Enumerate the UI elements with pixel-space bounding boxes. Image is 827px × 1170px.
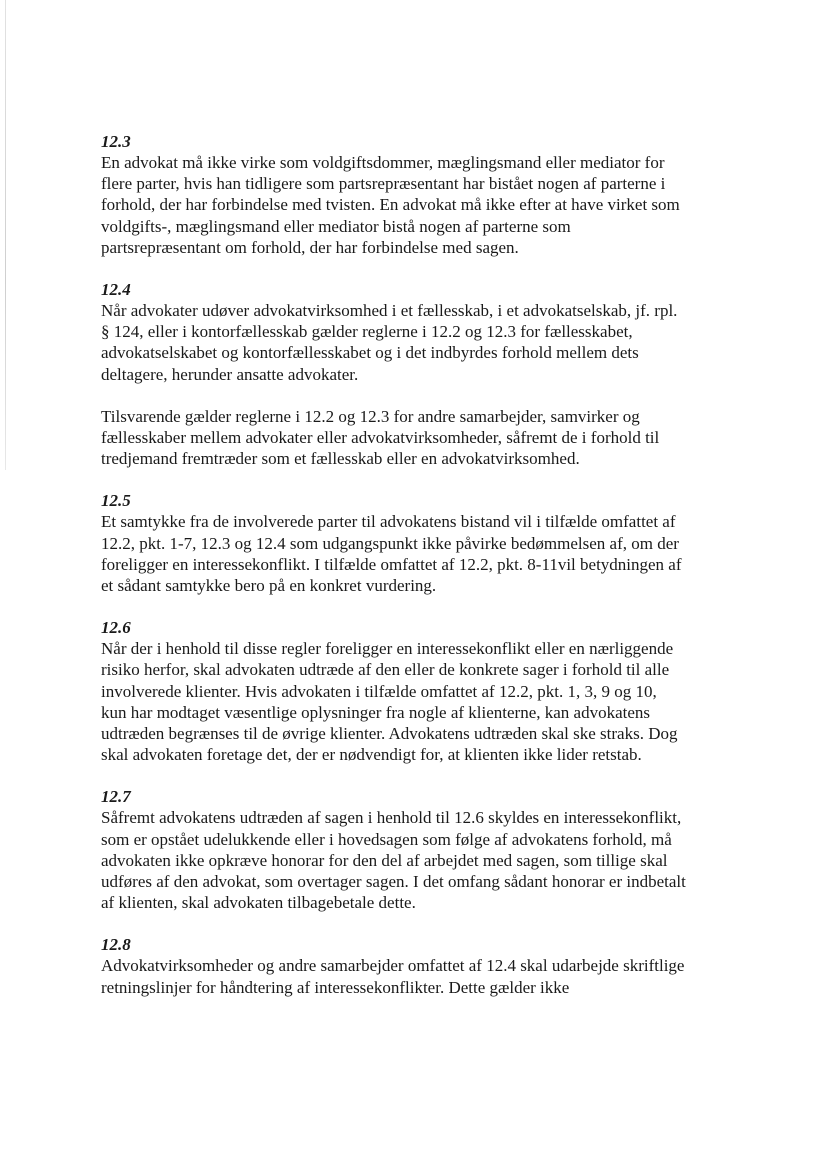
section-12-4	[101, 279, 761, 469]
text-line: skal advokaten foretage det, der er nødvendigt for, at klienten ikke lider retstab.	[101, 745, 642, 765]
text-line: forhold, der har forbindelse med tvisten. En advokat må ikke efter at have virket som	[101, 195, 680, 215]
text-line: flere parter, hvis han tidligere som partsrepræsentant har bistået nogen af parterne i	[101, 174, 666, 194]
paragraph	[101, 152, 761, 258]
section-heading: 12.6	[101, 618, 131, 638]
text-line: Når der i henhold til disse regler foreligger en interessekonflikt eller en nærliggende	[101, 639, 674, 659]
text-line: Advokatvirksomheder og andre samarbejder omfattet af 12.4 skal udarbejde skriftlige	[101, 956, 685, 976]
section-12-3	[101, 131, 761, 258]
text-line: advokatselskabet og kontorfællesskabet og i det indbyrdes forhold mellem dets	[101, 343, 639, 363]
section-heading: 12.3	[101, 132, 131, 151]
document-page	[101, 131, 761, 1019]
text-line: retningslinjer for håndtering af interessekonflikter. Dette gælder ikke	[101, 977, 570, 997]
text-line: af klienten, skal advokaten tilbagebetale dette.	[101, 893, 416, 913]
section-12-8	[101, 934, 761, 997]
text-line: risiko herfor, skal advokaten udtræde af den eller de konkrete sager i forhold til alle	[101, 660, 670, 680]
text-line: En advokat må ikke virke som voldgiftsdommer, mæglingsmand eller mediator for	[101, 153, 665, 172]
text-line: Tilsvarende gælder reglerne i 12.2 og 12.3 for andre samarbejder, samvirker og	[101, 406, 640, 426]
text-line: som er opstået udelukkende eller i hovedsagen som følge af advokatens forhold, må	[101, 829, 672, 849]
section-12-7	[101, 786, 761, 913]
paragraph	[101, 955, 761, 997]
text-line: Såfremt advokatens udtræden af sagen i henhold til 12.6 skyldes en interessekonflikt,	[101, 808, 682, 828]
text-line: udtræden begrænses til de øvrige klienter. Advokatens udtræden skal ske straks. Dog	[101, 724, 678, 744]
section-12-6	[101, 617, 761, 765]
section-heading: 12.5	[101, 491, 131, 511]
text-line: fællesskaber mellem advokater eller advokatvirksomheder, såfremt de i forhold til	[101, 428, 660, 448]
text-line: udføres af den advokat, som overtager sagen. I det omfang sådant honorar er indbetalt	[101, 872, 686, 892]
text-line: voldgifts-, mæglingsmand eller mediator bistå nogen af parterne som	[101, 216, 571, 236]
paragraph	[101, 638, 761, 765]
text-line: et sådant samtykke bero på en konkret vurdering.	[101, 576, 437, 596]
paragraph	[101, 300, 761, 385]
text-line: Et samtykke fra de involverede parter til advokatens bistand vil i tilfælde omfattet af	[101, 512, 676, 532]
section-heading: 12.4	[101, 280, 131, 300]
text-line: partsrepræsentant om forhold, der har forbindelse med sagen.	[101, 237, 519, 257]
section-heading: 12.8	[101, 935, 131, 955]
text-line: § 124, eller i kontorfællesskab gælder reglerne i 12.2 og 12.3 for fællesskabet,	[101, 322, 633, 342]
paragraph	[101, 406, 761, 470]
text-line: involverede klienter. Hvis advokaten i tilfælde omfattet af 12.2, pkt. 1, 3, 9 og 10,	[101, 681, 657, 701]
text-line: kun har modtaget væsentlige oplysninger fra nogle af klienterne, kan advokatens	[101, 702, 651, 722]
text-line: Når advokater udøver advokatvirksomhed i et fællesskab, i et advokatselskab, jf. rpl.	[101, 301, 678, 321]
text-line: foreligger en interessekonflikt. I tilfælde omfattet af 12.2, pkt. 8-11vil betydningen af	[101, 554, 682, 574]
text-line: deltagere, herunder ansatte advokater.	[101, 364, 359, 384]
paragraph	[101, 511, 761, 596]
text-line: advokaten ikke opkræve honorar for den del af arbejdet med sagen, som tillige skal	[101, 850, 668, 870]
text-line: tredjemand fremtræder som et fællesskab eller en advokatvirksomhed.	[101, 449, 580, 469]
section-12-5	[101, 490, 761, 596]
scan-edge-line	[5, 0, 6, 470]
section-heading: 12.7	[101, 787, 131, 807]
paragraph	[101, 807, 761, 913]
text-line: 12.2, pkt. 1-7, 12.3 og 12.4 som udgangspunkt ikke påvirke bedømmelsen af, om der	[101, 533, 679, 553]
